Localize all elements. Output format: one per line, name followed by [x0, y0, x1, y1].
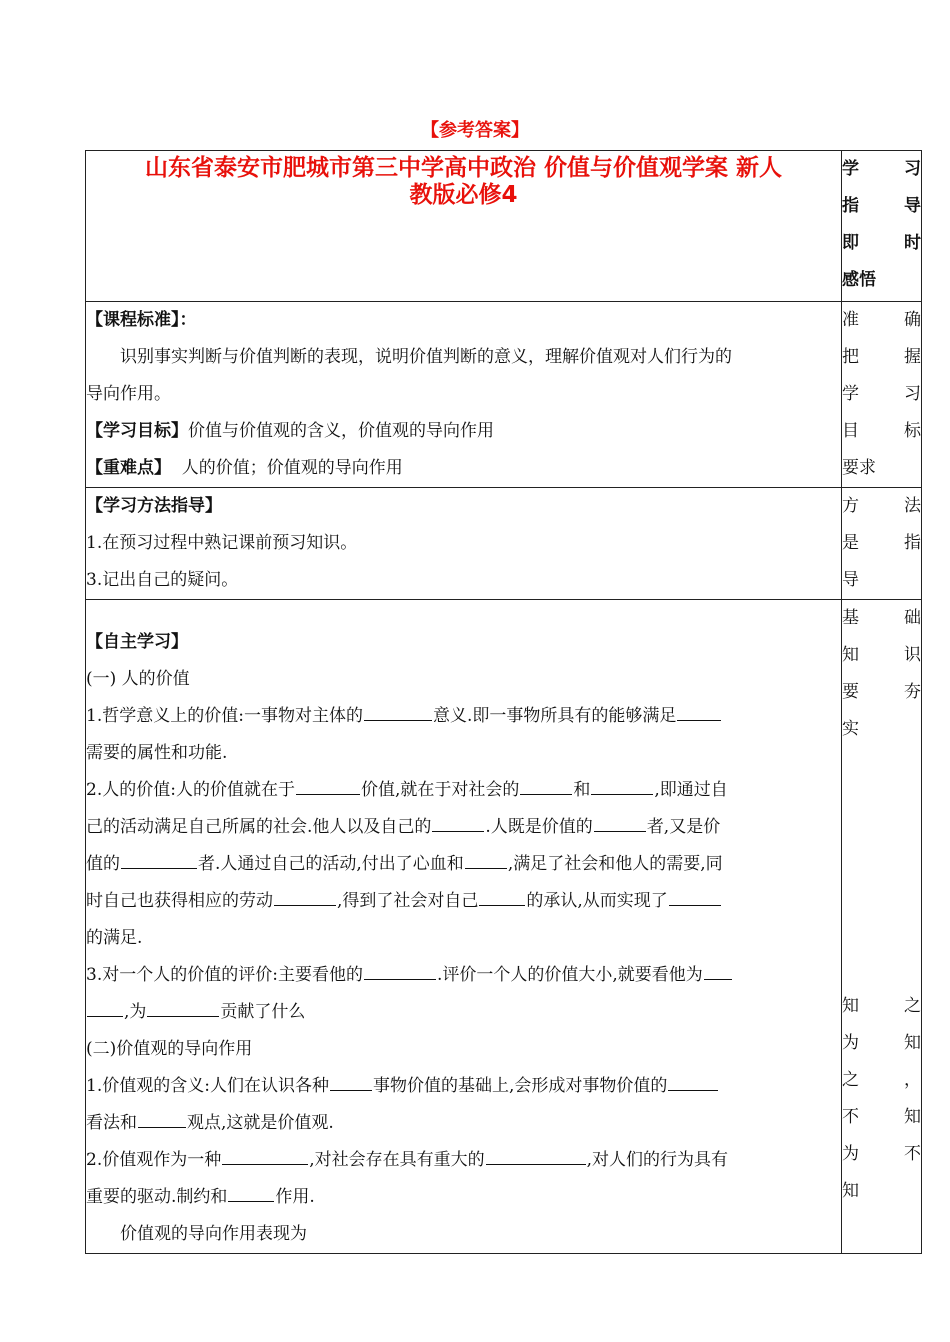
fill-blank[interactable]	[432, 830, 484, 832]
side-note-basics	[842, 600, 922, 1254]
q2-text: 和	[573, 780, 591, 800]
key-points-label: 【重难点】	[86, 458, 171, 478]
q2-text: ,得到了社会对自己	[337, 891, 479, 911]
learning-goal-label: 【学习目标】	[86, 421, 188, 441]
fill-blank[interactable]	[364, 719, 432, 721]
side-char: 习	[904, 159, 921, 179]
question-1-cont: 需要的属性和功能.	[86, 743, 228, 763]
q2-text: 值的	[86, 854, 120, 874]
fill-blank[interactable]	[121, 867, 197, 869]
side-char: 夯	[904, 682, 921, 702]
q2-text: 者.人通过自己的活动,付出了心血和	[198, 854, 464, 874]
side-char: 确	[904, 310, 921, 330]
value-question-1	[86, 1068, 841, 1105]
v2-text: ,对社会存在具有重大的	[309, 1150, 485, 1170]
fill-blank[interactable]	[330, 1089, 372, 1091]
side-char: 时	[904, 233, 921, 253]
question-1	[86, 698, 841, 735]
method-label: 【学习方法指导】	[86, 496, 222, 516]
fill-blank[interactable]	[479, 904, 525, 906]
fill-blank[interactable]	[669, 904, 721, 906]
side-char: 方	[842, 496, 859, 516]
question-2	[86, 772, 841, 809]
method-cell	[86, 488, 842, 600]
side-char: 为	[842, 1144, 859, 1164]
side-char: 不	[904, 1144, 921, 1164]
document-title	[86, 151, 841, 209]
v2-text: ,对人们的行为具有	[586, 1150, 729, 1170]
side-char: 导	[842, 570, 859, 590]
side-spacer	[842, 748, 921, 988]
fill-blank[interactable]	[138, 1126, 186, 1128]
guide-line: 价值观的导向作用表现为	[120, 1224, 307, 1244]
side-char: 知	[904, 1033, 921, 1053]
side-char: 指	[842, 196, 859, 216]
fill-blank[interactable]	[296, 793, 360, 795]
side-char: 为	[842, 1033, 859, 1053]
side-char: 知	[842, 996, 859, 1016]
side-char: 感悟	[842, 270, 876, 290]
key-points-text: 人的价值；价值观的导向作用	[171, 458, 403, 478]
fill-blank[interactable]	[486, 1163, 586, 1165]
fill-blank[interactable]	[274, 904, 336, 906]
question-2-line-2	[86, 809, 841, 846]
fill-blank[interactable]	[591, 793, 653, 795]
side-char: 标	[904, 421, 921, 441]
side-char: 知	[904, 1107, 921, 1127]
side-note-learning-guide	[842, 151, 922, 302]
fill-blank[interactable]	[520, 793, 572, 795]
side-char: 目	[842, 421, 859, 441]
side-char: 基	[842, 608, 859, 628]
side-char: 指	[904, 533, 921, 553]
self-study-row	[86, 600, 922, 1254]
course-standard-text-2: 导向作用。	[86, 384, 171, 404]
v1-text: 事物价值的基础上,会形成对事物价值的	[372, 1076, 668, 1096]
fill-blank[interactable]	[364, 978, 436, 980]
title-line-1: 山东省泰安市肥城市第三中学高中政治 价值与价值观学案 新人	[144, 155, 782, 181]
fill-blank[interactable]	[87, 1015, 123, 1017]
value-question-1-cont	[86, 1105, 841, 1142]
side-char: 即	[842, 233, 859, 253]
course-standard-cell	[86, 302, 842, 488]
part2-title: (二)价值观的导向作用	[86, 1039, 253, 1059]
side-char: 学	[842, 159, 859, 179]
question-2-line-3	[86, 846, 841, 883]
side-char: 不	[842, 1107, 859, 1127]
q1-text: 事物对主体的	[260, 706, 363, 726]
learning-goal	[86, 413, 841, 450]
side-char: 法	[904, 496, 921, 516]
fill-blank[interactable]	[677, 719, 721, 721]
q3-text: ,为	[124, 1002, 147, 1022]
q2-text: 时自己也获得相应的劳动	[86, 891, 273, 911]
title-row	[86, 151, 922, 302]
side-char: 实	[842, 719, 859, 739]
value-question-2	[86, 1142, 841, 1179]
q1-text: 1.哲学意义上的价值:一	[86, 706, 261, 726]
title-cell	[86, 151, 842, 302]
v2-text: 重要的驱动.制约和	[86, 1187, 228, 1207]
fill-blank[interactable]	[704, 978, 732, 980]
course-standard-row	[86, 302, 922, 488]
question-2-line-5: 的满足.	[86, 928, 143, 948]
study-guide-table	[85, 150, 922, 1254]
fill-blank[interactable]	[222, 1163, 308, 1165]
question-2-line-4	[86, 883, 841, 920]
title-line-2: 教版必修4	[409, 182, 518, 208]
q3-text: .评价一个人的价值大小,就要看他为	[436, 965, 703, 985]
side-char: 导	[904, 196, 921, 216]
side-note-goals	[842, 302, 922, 488]
v2-text: 作用.	[275, 1187, 315, 1207]
v1-text: 1.价值观的含义:人们在认识各种	[86, 1076, 329, 1096]
side-char: 知	[842, 645, 859, 665]
fill-blank[interactable]	[228, 1200, 274, 1202]
side-char: 准	[842, 310, 859, 330]
side-char: 把	[842, 347, 859, 367]
q2-text: 2.人的价值:人的价值就在于	[86, 780, 295, 800]
method-item-1: 1.在预习过程中熟记课前预习知识。	[86, 533, 358, 553]
v1-text: 看法和	[86, 1113, 137, 1133]
q2-text: ,即通过自	[654, 780, 728, 800]
side-note-method	[842, 488, 922, 600]
side-char: 是	[842, 533, 859, 553]
q2-text: 价值,就在于对社会的	[360, 780, 520, 800]
learning-goal-text: 价值与价值观的含义，价值观的导向作用	[188, 421, 494, 441]
side-char: 知	[842, 1181, 859, 1201]
course-standard-label: 【课程标准】：	[86, 310, 197, 330]
side-char: ，	[904, 1070, 921, 1090]
reference-answer-heading: 【参考答案】	[421, 120, 529, 141]
self-study-cell	[86, 600, 842, 1254]
fill-blank[interactable]	[465, 867, 507, 869]
side-char: 础	[904, 608, 921, 628]
side-char: 学	[842, 384, 859, 404]
side-char: 之	[842, 1070, 859, 1090]
q2-text: 者,又是价	[646, 817, 721, 837]
side-char: 识	[904, 645, 921, 665]
question-3-cont	[86, 994, 841, 1031]
course-standard-text-1: 识别事实判断与价值判断的表现，说明价值判断的意义，理解价值观对人们行为的	[120, 347, 732, 367]
side-char: 要求	[842, 458, 876, 478]
question-3	[86, 957, 841, 994]
method-row	[86, 488, 922, 600]
q2-text: 己的活动满足自己所属的社会.他人以及自己的	[86, 817, 432, 837]
side-char: 握	[904, 347, 921, 367]
self-study-label: 【自主学习】	[86, 632, 188, 652]
value-question-2-cont	[86, 1179, 841, 1216]
key-points	[86, 450, 841, 487]
q2-text: ,满足了社会和他人的需要,同	[507, 854, 723, 874]
q3-text: 3.对一个人的价值的评价:主要看他的	[86, 965, 363, 985]
side-char: 之	[904, 996, 921, 1016]
part1-title: (一) 人的价值	[86, 669, 190, 689]
v2-text: 2.价值观作为一种	[86, 1150, 222, 1170]
method-item-3: 3.记出自己的疑问。	[86, 570, 239, 590]
q1-text: 意义.即一事物所具有的能够满足	[432, 706, 677, 726]
q2-text: .人既是价值的	[485, 817, 593, 837]
fill-blank[interactable]	[594, 830, 646, 832]
v1-text: 观点,这就是价值观.	[187, 1113, 334, 1133]
side-char: 要	[842, 682, 859, 702]
fill-blank[interactable]	[668, 1089, 718, 1091]
q3-text: 贡献了什么	[220, 1002, 306, 1022]
side-char: 习	[904, 384, 921, 404]
fill-blank[interactable]	[147, 1015, 219, 1017]
q2-text: 的承认,从而实现了	[526, 891, 668, 911]
